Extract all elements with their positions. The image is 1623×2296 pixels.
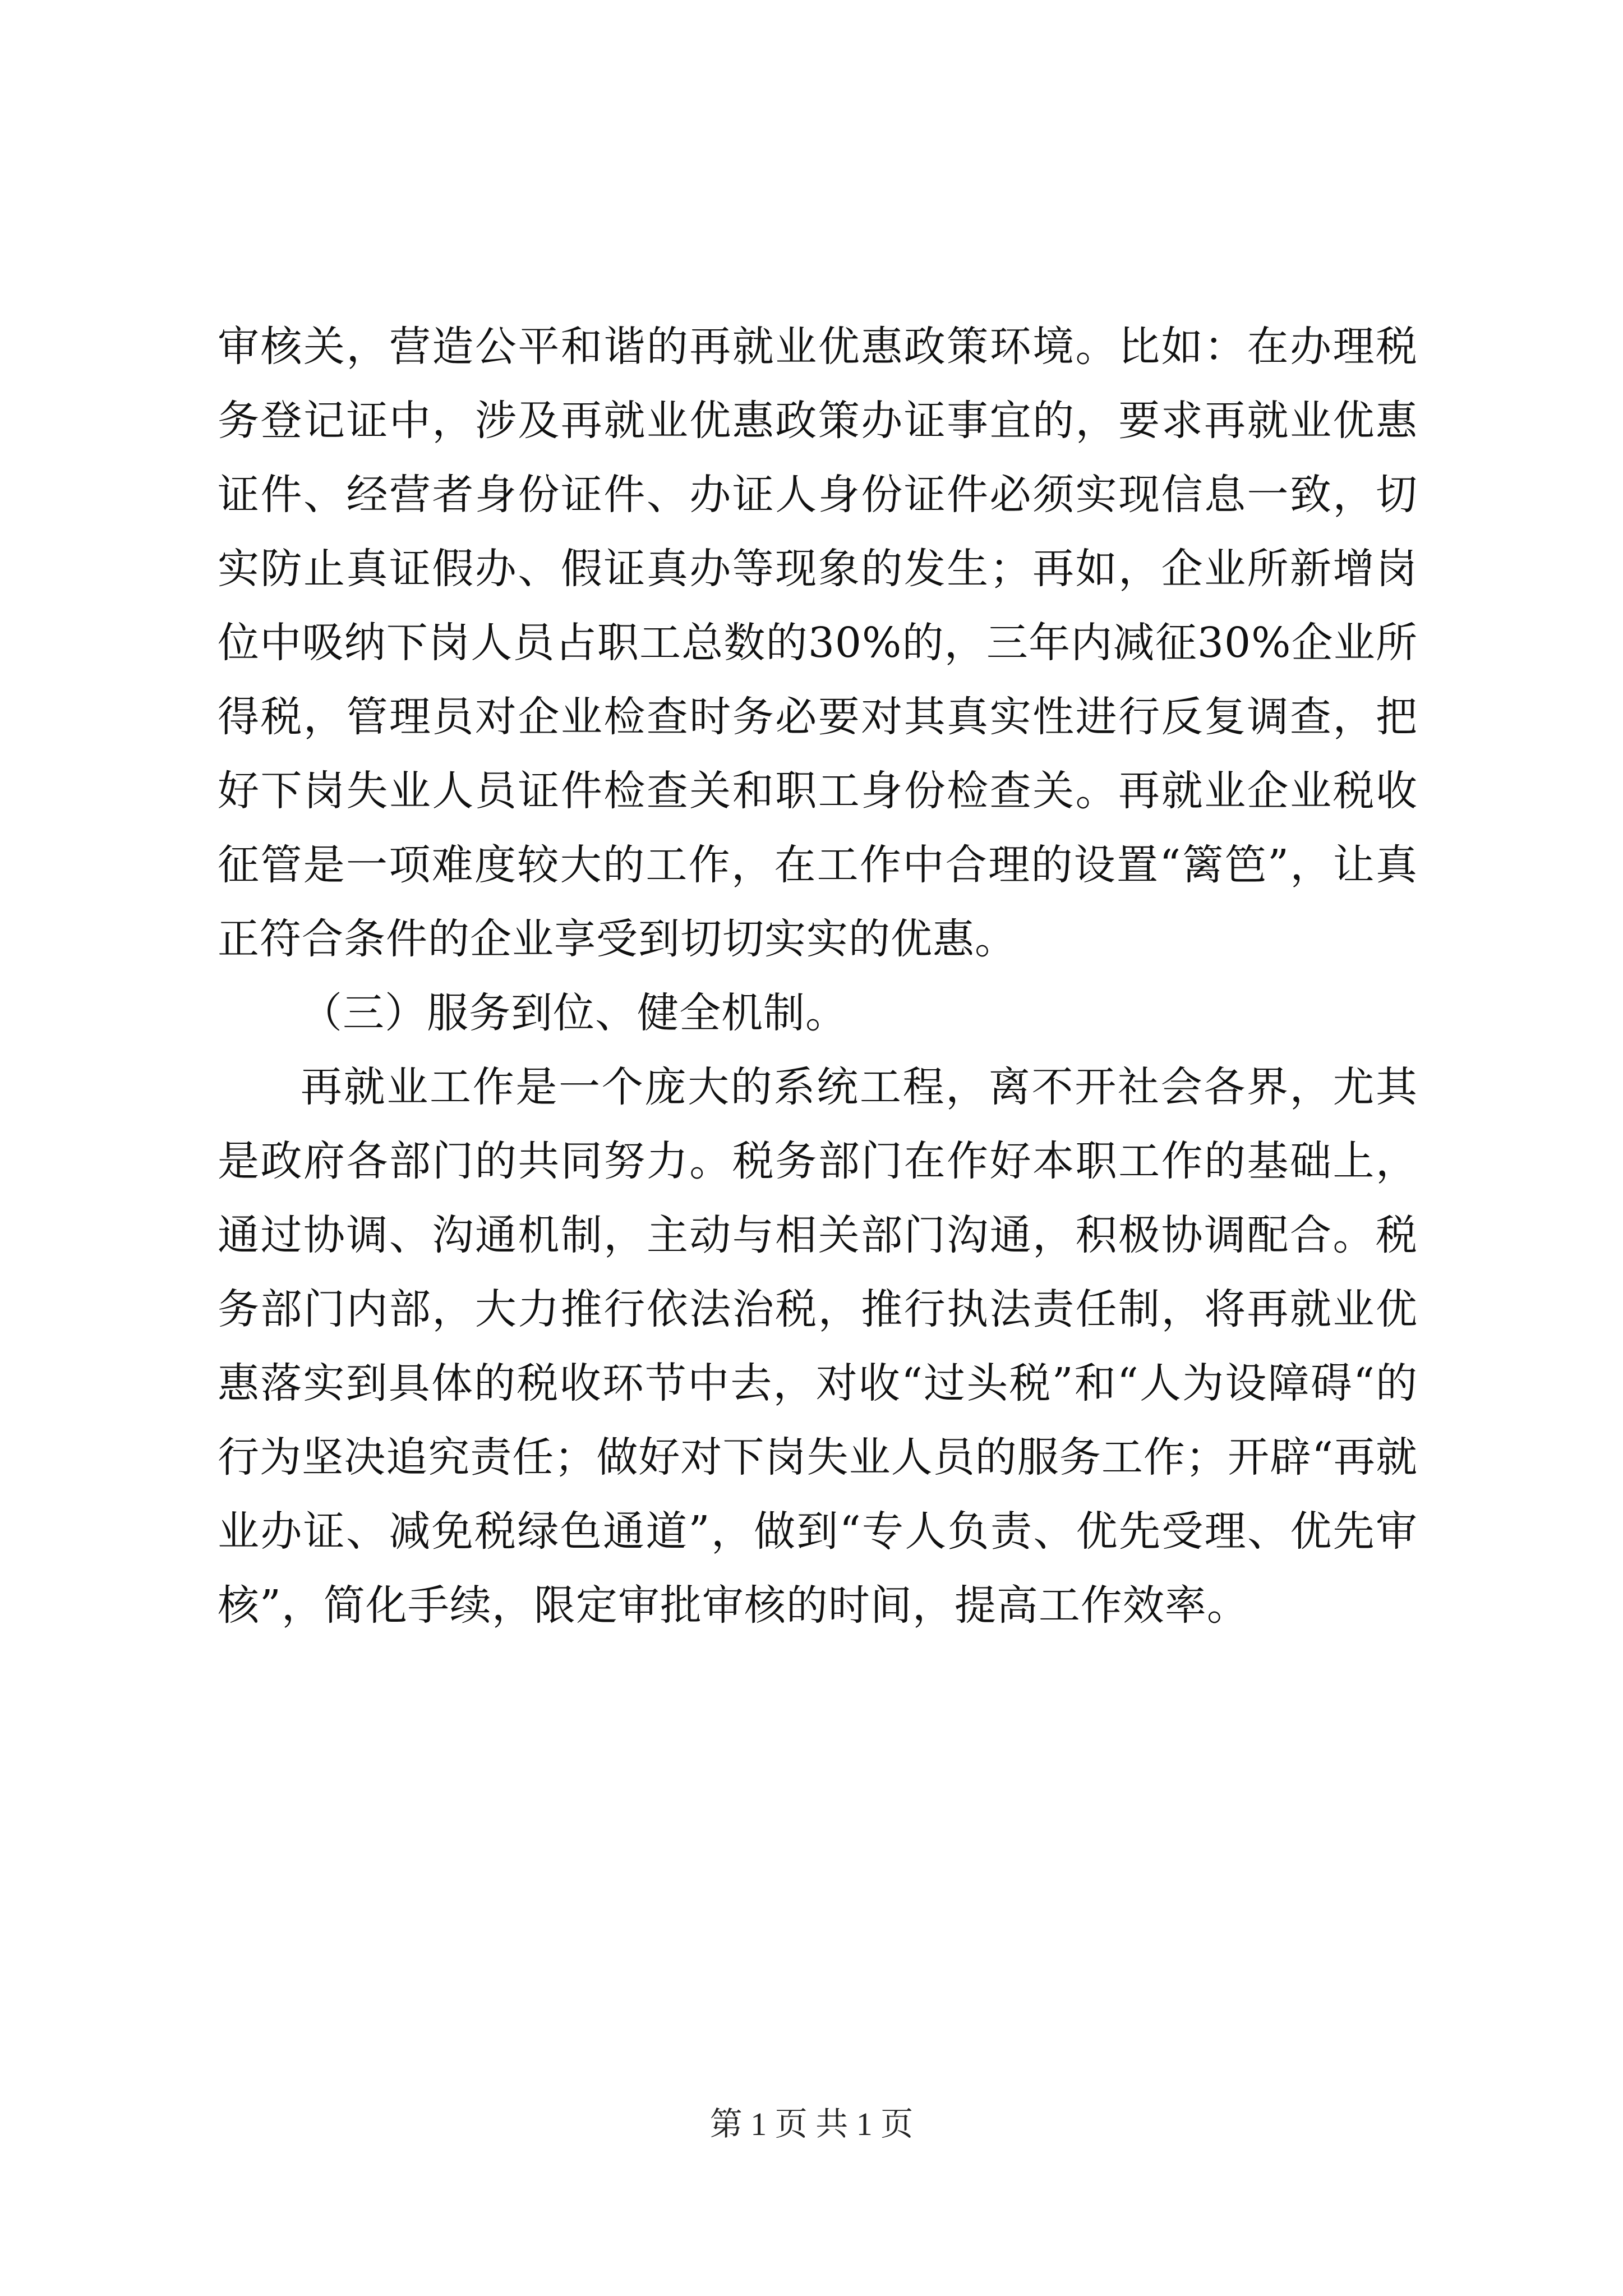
paragraph-body: 再就业工作是一个庞大的系统工程，离不开社会各界，尤其是政府各部门的共同努力。税务部门在作好本职工作的基础上，通过协调、沟通机制，主动与相关部门沟通，积极协调配合。税务部门内部，大力推行依法治税，推行执法责任制，将再就业优惠落实到具体的税收环节中去，对收“过头税”和“人为设障碍“的行为坚决追究责任；做好对下岗失业人员的服务工作；开辟“再就业办证、减免税绿色通道”，做到“专人负责、优先受理、优先审核”，简化手续，限定审批审核的时间，提高工作效率。 (218, 1063, 1418, 1630)
page-footer: 第 1 页 共 1 页 (709, 2106, 914, 2142)
document-body (218, 310, 1418, 1642)
section-heading: （三）服务到位、健全机制。 (301, 989, 847, 1037)
paragraph-continued: 审核关，营造公平和谐的再就业优惠政策环境。比如：在办理税务登记证中，涉及再就业优惠政策办证事宜的，要求再就业优惠证件、经营者身份证件、办证人身份证件必须实现信息一致，切实防止真证假办、假证真办等现象的发生；再如，企业所新增岗位中吸纳下岗人员占职工总数的30%的，三年内减征30%企业所得税，管理员对企业检查时务必要对其真实性进行反复调查，把好下岗失业人员证件检查关和职工身份检查关。再就业企业税收征管是一项难度较大的工作，在工作中合理的设置“篱笆”，让真正符合条件的企业享受到切切实实的优惠。 (218, 323, 1418, 963)
